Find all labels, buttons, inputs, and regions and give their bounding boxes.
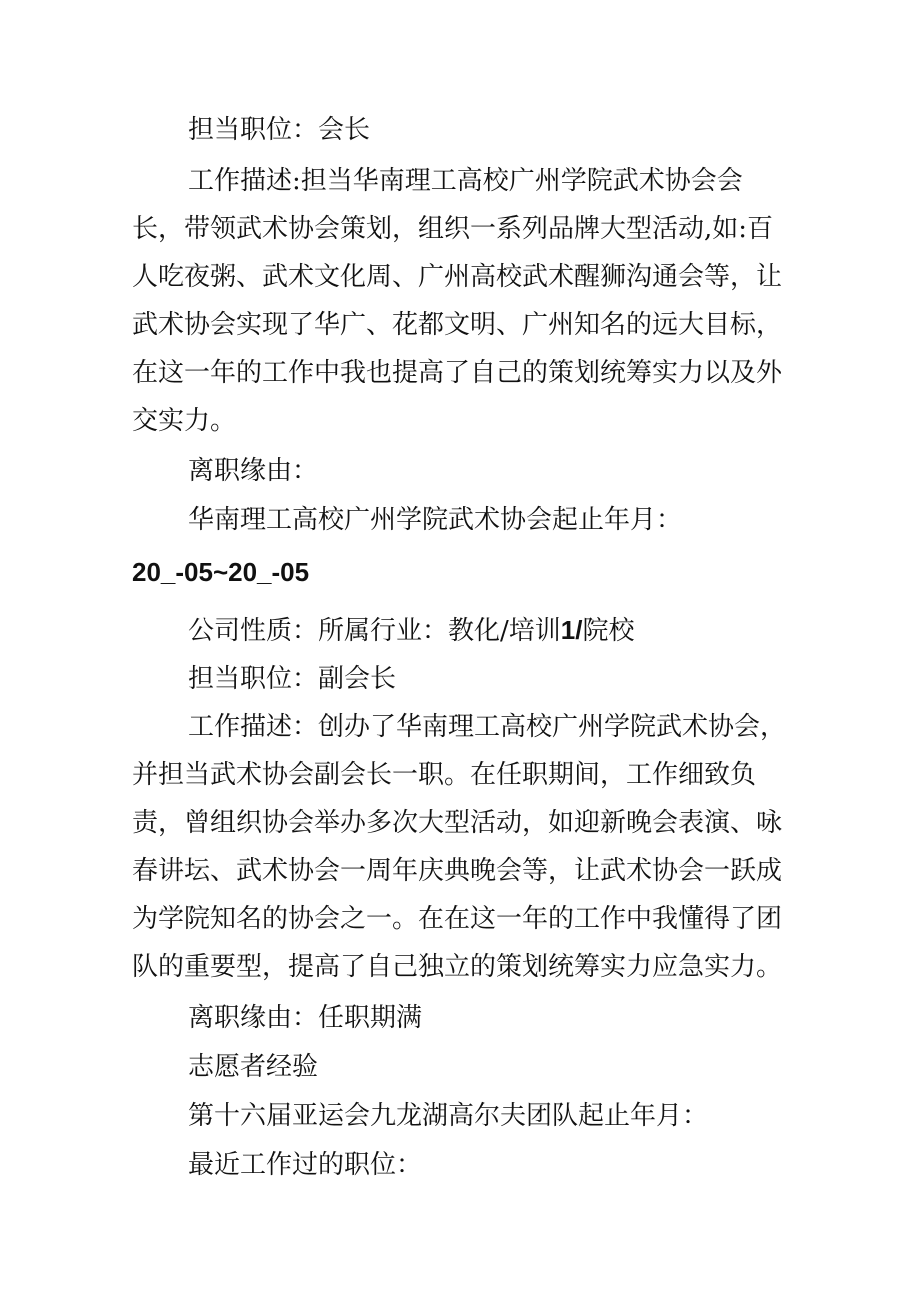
company-nature-suffix: 院校: [582, 616, 635, 646]
volunteer-heading: 志愿者经验: [188, 1052, 319, 1082]
date-range: 20_-05~20_-05: [132, 557, 310, 587]
organization-period-line: 华南理工高校广州学院武术协会起止年月：: [188, 505, 683, 535]
work-description-1: 工作描述:担当华南理工高校广州学院武术协会会长，带领武术协会策划，组织一系列品牌大型活动,如:百人吃夜粥、武术文化周、广州高校武术醒狮沟通会等，让武术协会实现了华广、花都文明、广州知名的远大目标，在这一年的工作中我也提高了自己的策划统筹实力以及外交实力。: [132, 166, 783, 436]
leave-reason-2: 离职缘由：任职期满: [188, 1003, 423, 1033]
company-nature-prefix: 公司性质：所属行业：教化/培训: [188, 616, 561, 646]
position-line-2: 担当职位：副会长: [188, 664, 397, 694]
leave-reason-1: 离职缘由：: [188, 456, 319, 486]
asian-games-line: 第十六届亚运会九龙湖高尔夫团队起止年月：: [188, 1101, 709, 1131]
company-nature-line: [188, 606, 634, 655]
position-line-1: 担当职位：会长: [188, 115, 371, 145]
recent-position-line: 最近工作过的职位：: [188, 1150, 423, 1180]
company-nature-bold: 1/: [560, 615, 583, 645]
work-description-2: 工作描述：创办了华南理工高校广州学院武术协会，并担当武术协会副会长一职。在任职期间，工作细致负责，曾组织协会举办多次大型活动，如迎新晚会表演、咏春讲坛、武术协会一周年庆典晚会等，让武术协会一跃成为学院知名的协会之一。在在这一年的工作中我懂得了团队的重要型，提高了自己独立的策划统筹实力应急实力。: [132, 712, 787, 982]
